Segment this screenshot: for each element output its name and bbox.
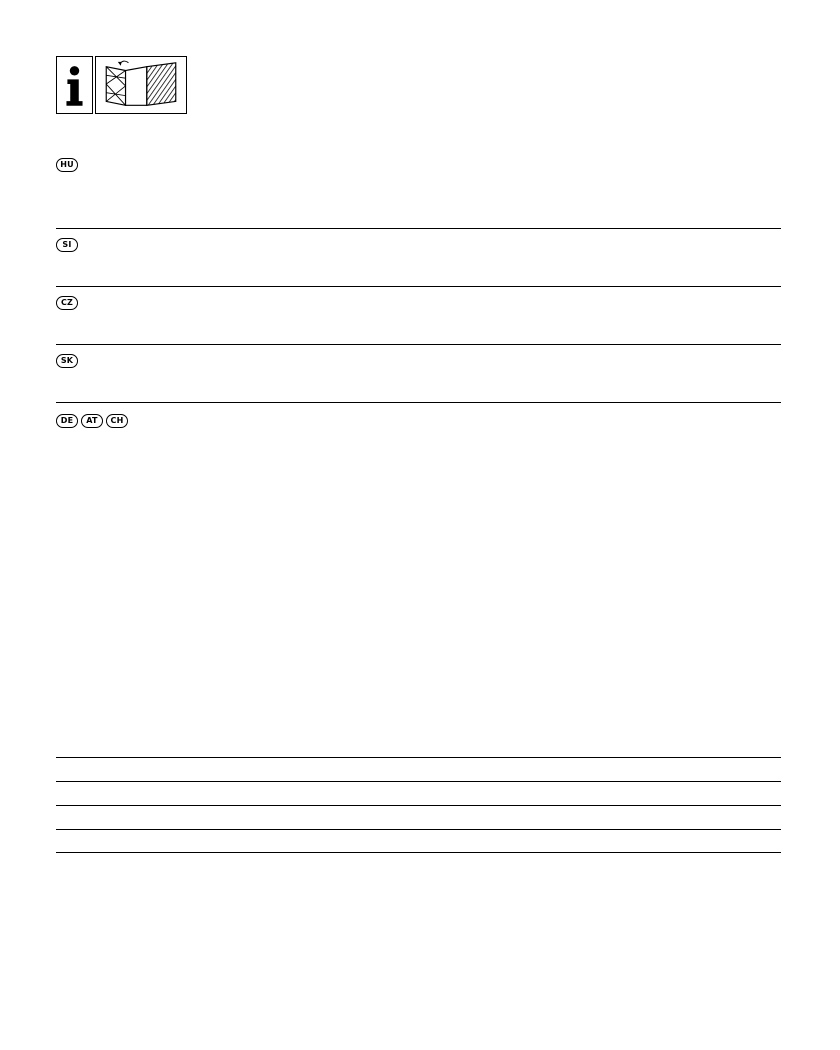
country-badge-de: DE [56, 414, 78, 428]
country-badges-cz [56, 296, 78, 310]
country-badge-sk: SK [56, 354, 78, 368]
info-icon [56, 56, 93, 114]
fold-out-page-icon [95, 56, 187, 114]
rule-line [56, 781, 781, 782]
section-divider [56, 402, 781, 403]
country-badge-at: AT [81, 414, 103, 428]
country-badges-hu [56, 158, 78, 172]
rule-line [56, 757, 781, 758]
rule-line [56, 829, 781, 830]
country-badge-ch: CH [106, 414, 128, 428]
country-badge-cz: CZ [56, 296, 78, 310]
section-divider [56, 228, 781, 229]
country-badges-sk [56, 354, 78, 368]
fold-out-graphic [96, 57, 186, 113]
country-badge-si: SI [56, 238, 78, 252]
section-divider [56, 344, 781, 345]
rule-line [56, 805, 781, 806]
section-divider [56, 286, 781, 287]
rule-line [56, 852, 781, 853]
country-badge-hu: HU [56, 158, 78, 172]
info-glyph [57, 57, 92, 113]
country-badges-de-at-ch [56, 414, 128, 428]
country-badges-si [56, 238, 78, 252]
